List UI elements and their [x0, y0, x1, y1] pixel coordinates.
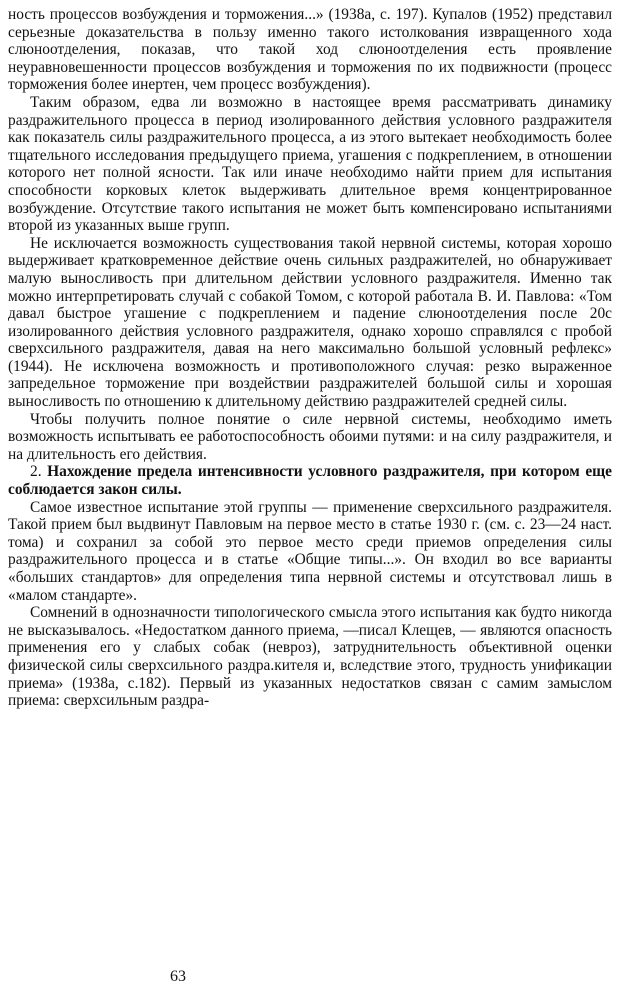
paragraph-4: Чтобы получить полное понятие о силе нервной системы, необходимо иметь возможность испытывать ее работоспособность обоими путями: и на силу раздражителя, и на длительность его действия.	[8, 410, 612, 463]
page-number: 63	[170, 968, 186, 985]
paragraph-2: Таким образом, едва ли возможно в настоящее время рассматривать динамику раздражительного процесса в период изолированного действия условного раздражителя как показатель силы раздражительного процесса, а из этого вытекает необходимость более тщательного исследования предыдущего приема, угашения с подкреплением, в отношении которого нет полной ясности. Так или иначе необходимо найти прием для испытания способности корковых клеток выдерживать длительное время концентрированное возбуждение. Отсутствие такого испытания не может быть компенсировано испытаниями второй из указанных выше групп.	[8, 93, 612, 235]
section-heading-paragraph	[8, 463, 612, 498]
page-body	[8, 6, 612, 710]
paragraph-1: ность процессов возбуждения и торможения...» (1938а, с. 197). Купалов (1952) представил серьезные доказательства в пользу именно такого истолкования извращенного хода слюноотделения, показав, что такой ход слюноотделения есть проявление неуравновешенности процессов возбуждения и торможения по их подвижности (процесс торможения более инертен, чем процесс возбуждения).	[8, 6, 612, 94]
paragraph-5: Самое известное испытание этой группы — применение сверхсильного раздражителя. Такой прием был выдвинут Павловым на первое место в статье 1930 г. (см. с. 23—24 наст. тома) и сохранил за собой это первое место среди приемов определения силы раздражительного процесса и в статье «Общие типы...». Он входил во все варианты «больших стандартов» для определения типа нервной системы и отсутствовал лишь в «малом стандарте».	[8, 498, 612, 604]
paragraph-3: Не исключается возможность существования такой нервной системы, которая хорошо выдерживает кратковременное действие очень сильных раздражителей, но обнаруживает малую выносливость при длительном действии условного раздражителя. Именно так можно интерпретировать случай с собакой Томом, с которой работала В. И. Павлова: «Том давал быстрое угашение с подкреплением и падение слюноотделения после 20с изолированного действия условного раздражителя, однако хорошо справлялся с пробой сверхсильного раздражителя, давая на него максимально большой условный рефлекс» (1944). Не исключена возможность и противоположного случая: резко выраженное запредельное торможение при воздействии раздражителей большой силы и хорошая выносливость по отношению к длительному действию раздражителей средней силы.	[8, 234, 612, 411]
paragraph-6: Сомнений в однозначности типологического смысла этого испытания как будто никогда не высказывалось. «Недостатком данного приема, —писал Клещев, — являются опасность применения его у слабых собак (невроз), затруднительность объективной оценки физической силы сверхсильного раздра.кителя и, вследствие этого, трудность унификации приема» (1938а, с.182). Первый из указанных недостатков связан с самим замыслом приема: сверхсильным раздра-	[8, 604, 612, 710]
section-number: 2.	[30, 463, 42, 481]
section-heading: Нахождение предела интенсивности условного раздражителя, при котором еще соблюдается закон силы.	[8, 463, 612, 499]
